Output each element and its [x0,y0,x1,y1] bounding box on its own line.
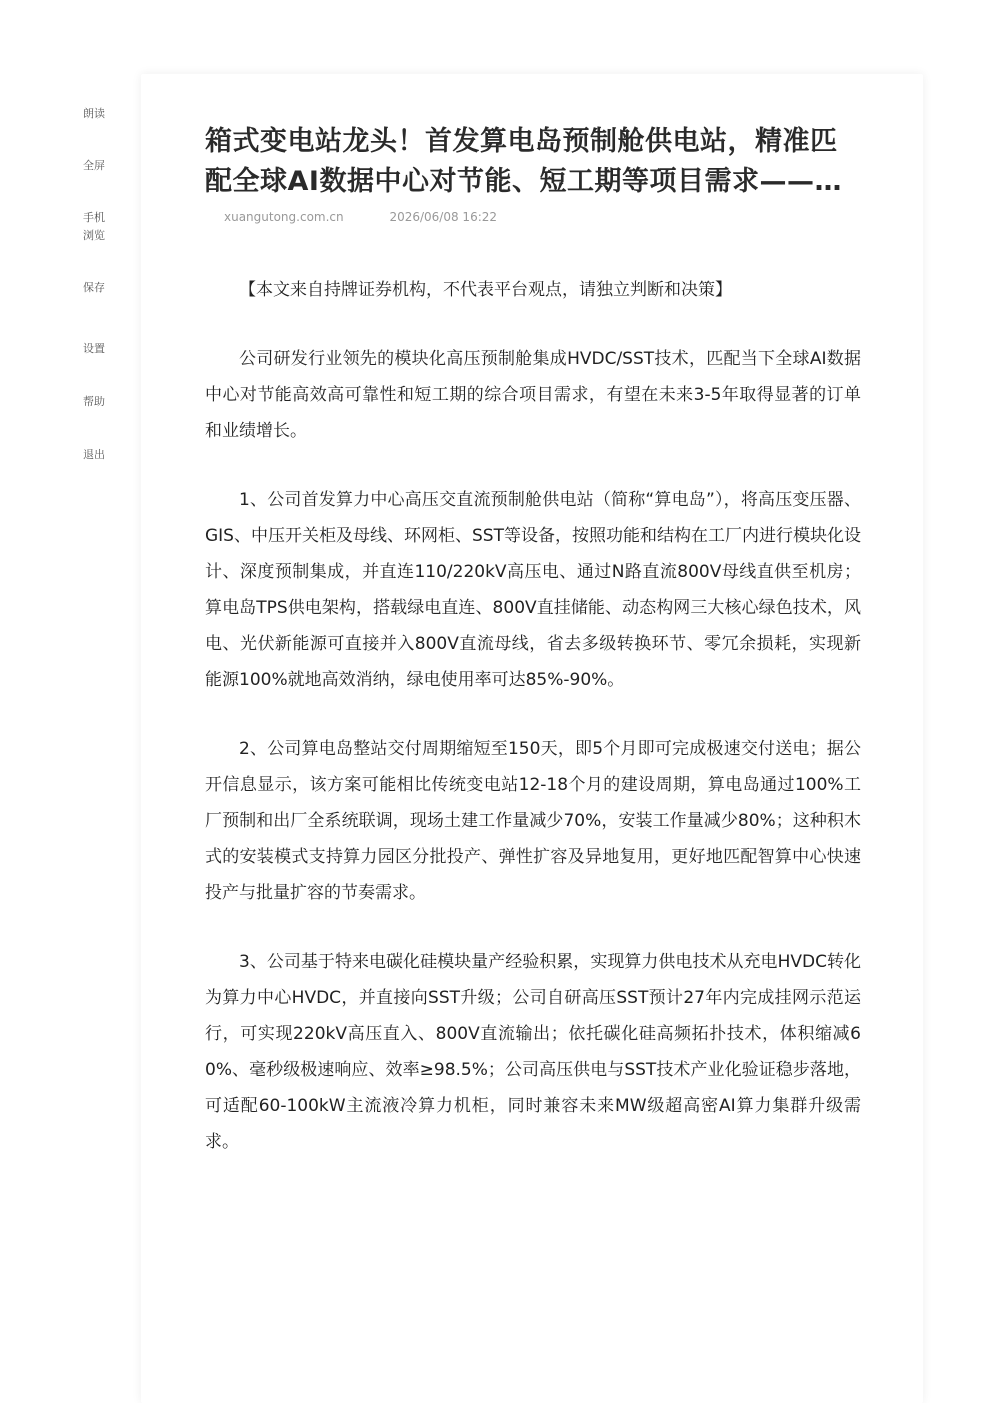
article-body [205,272,861,1193]
article-paragraph: 1、公司首发算力中心高压交直流预制舱供电站（简称“算电岛”），将高压变压器、GIS、中压开关柜及母线、环网柜、SST等设备，按照功能和结构在工厂内进行模块化设计、深度预制集成，并直连110/220kV高压电、通过N路直流800V母线直供至机房；算电岛TPS供电架构，搭载绿电直连、800V直挂储能、动态构网三大核心绿色技术，风电、光伏新能源可直接并入800V直流母线，省去多级转换环节、零冗余损耗，实现新能源100%就地高效消纳，绿电使用率可达85%-90%。 [205,490,861,690]
disclaimer-paragraph: 【本文来自持牌证券机构，不代表平台观点，请独立判断和决策】 [239,280,732,300]
save-button[interactable]: 保存 [83,281,105,294]
mobile-view-button[interactable]: 手机 浏览 [83,211,105,242]
article-paragraph: 公司研发行业领先的模块化高压预制舱集成HVDC/SST技术，匹配当下全球AI数据中心对节能高效高可靠性和短工期的综合项目需求，有望在未来3-5年取得显著的订单和业绩增长。 [205,349,861,441]
settings-button[interactable]: 设置 [83,342,105,355]
fullscreen-button[interactable]: 全屏 [83,159,105,172]
article-card [141,74,923,1403]
help-button[interactable]: 帮助 [83,395,105,408]
article-title-line-2: 配全球AI数据中心对节能、短工期等项目需求——… [205,166,842,197]
article-title-line-1: 箱式变电站龙头！首发算电岛预制舱供电站，精准匹 [205,126,838,157]
article-paragraph: 3、公司基于特来电碳化硅模块量产经验积累，实现算力供电技术从充电HVDC转化为算力中心HVDC，并直接向SST升级；公司自研高压SST预计27年内完成挂网示范运行，可实现220kV高压直入、800V直流输出；依托碳化硅高频拓扑技术，体积缩减60%、毫秒级极速响应、效率≥98.5%；公司高压供电与SST技术产业化验证稳步落地，可适配60-100kW主流液冷算力机柜，同时兼容未来MW级超高密AI算力集群升级需求。 [205,952,861,1152]
article-paragraph: 2、公司算电岛整站交付周期缩短至150天，即5个月即可完成极速交付送电；据公开信息显示，该方案可能相比传统变电站12-18个月的建设周期，算电岛通过100%工厂预制和出厂全系统联调，现场土建工作量减少70%，安装工作量减少80%；这种积木式的安装模式支持算力园区分批投产、弹性扩容及异地复用，更好地匹配智算中心快速投产与批量扩容的节奏需求。 [205,739,861,903]
read-aloud-button[interactable]: 朗读 [83,107,105,120]
article-meta [224,210,497,224]
article-title [205,122,861,202]
article-source: xuangutong.com.cn [224,210,344,224]
exit-button[interactable]: 退出 [83,448,105,461]
article-date: 2026/06/08 16:22 [389,210,498,224]
